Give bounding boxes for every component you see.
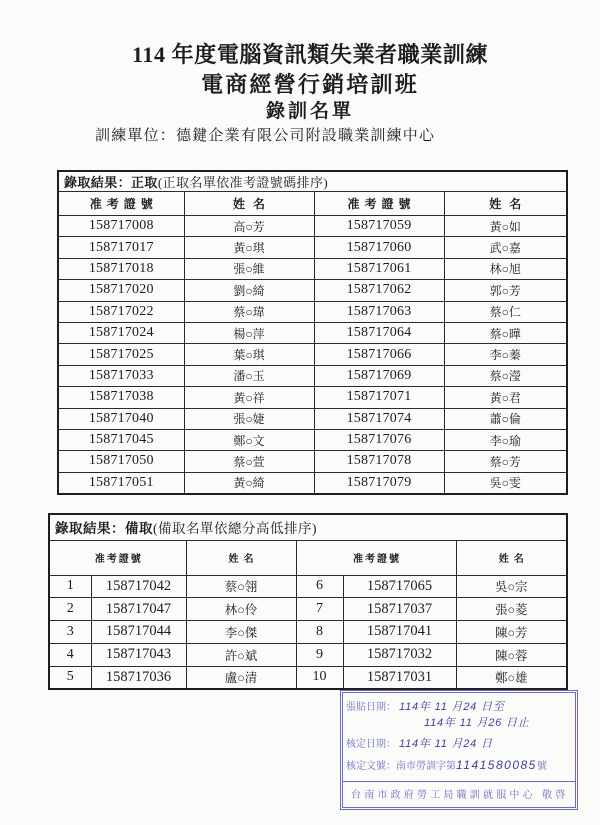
list-title: 錄訓名單 <box>265 101 354 122</box>
admitted-row <box>58 344 567 365</box>
rank-cell: 4 <box>49 643 91 666</box>
name-cell: 蔡○曄 <box>444 322 567 343</box>
doc-number-label: 核定文號： <box>346 761 396 772</box>
admitted-row <box>58 387 567 408</box>
name-cell: 李○瑜 <box>444 429 567 450</box>
exam-id-cell: 158717017 <box>58 237 184 258</box>
name-cell: 許○斌 <box>186 643 296 666</box>
exam-id-cell: 158717051 <box>58 472 184 493</box>
column-header-exam-id: 准考證號 <box>314 192 444 216</box>
name-cell: 林○伶 <box>186 598 296 621</box>
column-header-name: 姓名 <box>184 192 314 216</box>
name-cell: 葉○琪 <box>184 344 314 365</box>
name-cell: 李○蓁 <box>444 344 567 365</box>
admitted-row <box>58 280 567 301</box>
exam-id-cell: 158717064 <box>314 322 444 343</box>
column-header-name: 姓名 <box>456 540 567 575</box>
rank-cell: 5 <box>49 666 91 689</box>
post-date-line <box>346 700 505 715</box>
waitlist-row <box>49 643 567 666</box>
exam-id-cell: 158717044 <box>91 621 186 644</box>
name-cell: 黃○琪 <box>184 237 314 258</box>
name-cell: 武○嘉 <box>444 237 567 258</box>
waitlist-row <box>49 598 567 621</box>
stamp-issuer: 台南市政府勞工局職訓就服中心 敬啓 <box>351 790 569 801</box>
exam-id-cell: 158717079 <box>314 472 444 493</box>
exam-id-cell: 158717045 <box>58 429 184 450</box>
exam-id-cell: 158717059 <box>314 216 444 237</box>
exam-id-cell: 158717020 <box>58 280 184 301</box>
admitted-row <box>58 408 567 429</box>
post-date-end-line <box>421 716 530 731</box>
name-cell: 楊○萍 <box>184 322 314 343</box>
admitted-row <box>58 451 567 472</box>
admitted-caption <box>58 171 567 192</box>
name-cell: 蔡○仁 <box>444 301 567 322</box>
document-title: 114 年度電腦資訊類失業者職業訓練 <box>131 42 489 67</box>
post-date-to: 114年 11 月26 日止 <box>424 717 530 729</box>
exam-id-cell: 158717050 <box>58 451 184 472</box>
rank-cell: 6 <box>296 575 343 598</box>
exam-id-cell: 158717060 <box>314 237 444 258</box>
name-cell: 蕭○倫 <box>444 408 567 429</box>
name-cell: 蔡○萱 <box>184 451 314 472</box>
approve-date-label: 核定日期： <box>346 739 396 750</box>
name-cell: 黃○祥 <box>184 387 314 408</box>
exam-id-cell: 158717063 <box>314 301 444 322</box>
rank-cell: 7 <box>296 598 343 621</box>
admitted-row <box>58 429 567 450</box>
exam-id-cell: 158717040 <box>58 408 184 429</box>
exam-id-cell: 158717024 <box>58 322 184 343</box>
approve-date-line <box>346 737 493 752</box>
waitlist-caption-row <box>49 514 567 540</box>
admitted-caption-label: 錄取結果：正取 <box>64 175 158 190</box>
exam-id-cell: 158717042 <box>91 575 186 598</box>
exam-id-cell: 158717008 <box>58 216 184 237</box>
name-cell: 蔡○瑋 <box>184 301 314 322</box>
name-cell: 盧○清 <box>186 666 296 689</box>
rank-cell: 3 <box>49 621 91 644</box>
waitlist-row <box>49 575 567 598</box>
waitlist-caption <box>49 514 567 540</box>
approval-stamp <box>340 690 578 810</box>
exam-id-cell: 158717036 <box>91 666 186 689</box>
rank-cell: 2 <box>49 598 91 621</box>
exam-id-cell: 158717033 <box>58 365 184 386</box>
exam-id-cell: 158717066 <box>314 344 444 365</box>
exam-id-cell: 158717078 <box>314 451 444 472</box>
doc-number-prefix: 南市勞訓字第 <box>396 761 456 772</box>
name-cell: 陳○芳 <box>456 621 567 644</box>
exam-id-cell: 158717062 <box>314 280 444 301</box>
rank-cell: 1 <box>49 575 91 598</box>
name-cell: 黃○綺 <box>184 472 314 493</box>
name-cell: 蔡○翎 <box>186 575 296 598</box>
exam-id-cell: 158717022 <box>58 301 184 322</box>
stamp-divider <box>343 781 575 782</box>
post-date-from: 114年 11 月24 日至 <box>399 701 505 713</box>
training-unit: 訓練單位：德鍵企業有限公司附設職業訓練中心 <box>95 128 436 144</box>
admitted-table <box>57 170 568 495</box>
exam-id-cell: 158717041 <box>343 621 456 644</box>
admitted-row <box>58 216 567 237</box>
name-cell: 郭○芳 <box>444 280 567 301</box>
admitted-row <box>58 258 567 279</box>
name-cell: 吳○宗 <box>456 575 567 598</box>
admitted-row <box>58 472 567 493</box>
admitted-caption-note: (正取名單依准考證號碼排序) <box>157 175 329 190</box>
name-cell: 李○傑 <box>186 621 296 644</box>
column-header-name: 姓名 <box>186 540 296 575</box>
name-cell: 劉○綺 <box>184 280 314 301</box>
exam-id-cell: 158717076 <box>314 429 444 450</box>
name-cell: 蔡○瀅 <box>444 365 567 386</box>
waitlist-header-row <box>49 540 567 575</box>
class-name-title: 電商經營行銷培訓班 <box>201 72 419 97</box>
admitted-row <box>58 237 567 258</box>
name-cell: 黃○君 <box>444 387 567 408</box>
admitted-header-row <box>58 192 567 216</box>
name-cell: 張○婕 <box>184 408 314 429</box>
exam-id-cell: 158717071 <box>314 387 444 408</box>
doc-number-value: 1141580085 <box>456 758 537 772</box>
name-cell: 鄭○文 <box>184 429 314 450</box>
name-cell: 林○旭 <box>444 258 567 279</box>
exam-id-cell: 158717025 <box>58 344 184 365</box>
doc-number-suffix: 號 <box>536 761 547 772</box>
admitted-row <box>58 365 567 386</box>
rank-cell: 8 <box>296 621 343 644</box>
column-header-exam-id: 准考證號 <box>58 192 184 216</box>
column-header-exam-id: 准考證號 <box>296 540 456 575</box>
admitted-row <box>58 322 567 343</box>
name-cell: 潘○玉 <box>184 365 314 386</box>
column-header-exam-id: 准考證號 <box>49 540 186 575</box>
waitlist-caption-label: 錄取結果：備取 <box>55 521 153 537</box>
name-cell: 吳○雯 <box>444 472 567 493</box>
exam-id-cell: 158717061 <box>314 258 444 279</box>
waitlist-row <box>49 621 567 644</box>
waitlist-row <box>49 666 567 689</box>
waitlist-table <box>48 513 568 690</box>
name-cell: 鄭○雄 <box>456 666 567 689</box>
admitted-row <box>58 301 567 322</box>
exam-id-cell: 158717038 <box>58 387 184 408</box>
waitlist-caption-note: (備取名單依總分高低排序) <box>153 521 317 537</box>
exam-id-cell: 158717032 <box>343 643 456 666</box>
name-cell: 高○芳 <box>184 216 314 237</box>
approve-date-value: 114年 11 月24 日 <box>399 738 493 750</box>
admitted-caption-row <box>58 171 567 192</box>
exam-id-cell: 158717018 <box>58 258 184 279</box>
exam-id-cell: 158717043 <box>91 643 186 666</box>
column-header-name: 姓名 <box>444 192 567 216</box>
name-cell: 陳○蓉 <box>456 643 567 666</box>
name-cell: 張○維 <box>184 258 314 279</box>
exam-id-cell: 158717037 <box>343 598 456 621</box>
exam-id-cell: 158717065 <box>343 575 456 598</box>
rank-cell: 9 <box>296 643 343 666</box>
exam-id-cell: 158717074 <box>314 408 444 429</box>
name-cell: 蔡○芳 <box>444 451 567 472</box>
exam-id-cell: 158717031 <box>343 666 456 689</box>
doc-number-line <box>346 758 547 774</box>
name-cell: 張○菱 <box>456 598 567 621</box>
name-cell: 黃○如 <box>444 216 567 237</box>
exam-id-cell: 158717069 <box>314 365 444 386</box>
post-date-label: 張貼日期： <box>346 702 396 713</box>
exam-id-cell: 158717047 <box>91 598 186 621</box>
rank-cell: 10 <box>296 666 343 689</box>
